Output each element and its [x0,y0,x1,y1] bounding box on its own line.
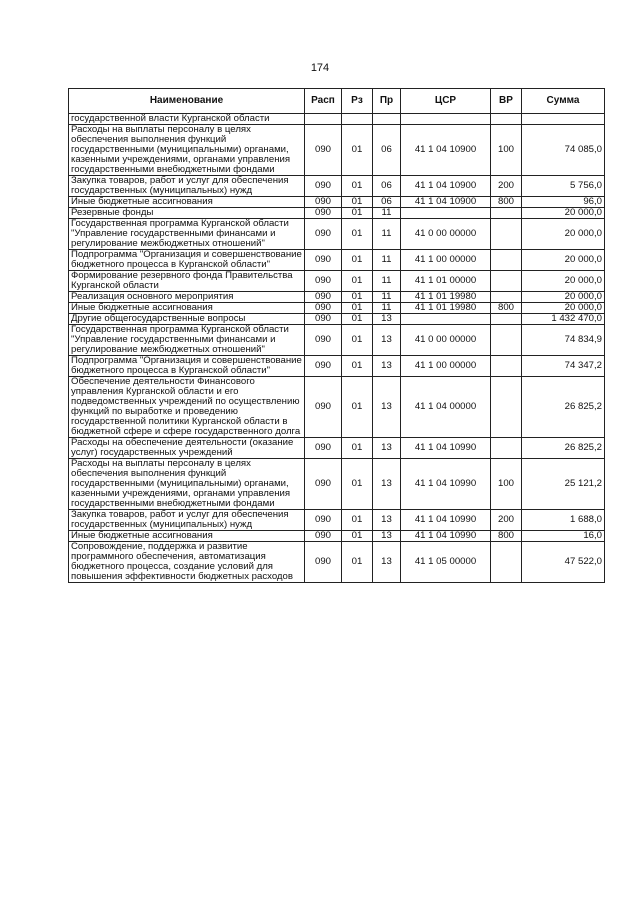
cell-rasp: 090 [305,125,342,176]
table-row [69,197,605,208]
cell-sum: 20 000,0 [522,292,605,303]
cell-name: Подпрограмма "Организация и совершенствование бюджетного процесса в Курганской области" [69,356,305,377]
cell-pr: 11 [373,250,401,271]
table-row [69,531,605,542]
cell-rasp: 090 [305,250,342,271]
cell-csr: 41 1 01 19980 [401,292,491,303]
cell-csr [401,208,491,219]
cell-rz: 01 [342,219,373,250]
header-vr: ВР [491,89,522,114]
cell-rasp: 090 [305,271,342,292]
cell-pr: 11 [373,219,401,250]
cell-rz: 01 [342,125,373,176]
cell-rz: 01 [342,208,373,219]
cell-csr [401,114,491,125]
cell-pr: 06 [373,125,401,176]
cell-sum: 20 000,0 [522,303,605,314]
cell-rz: 01 [342,510,373,531]
header-sum: Сумма [522,89,605,114]
cell-rz: 01 [342,292,373,303]
cell-vr [491,356,522,377]
header-csr: ЦСР [401,89,491,114]
cell-rasp: 090 [305,531,342,542]
cell-rasp: 090 [305,197,342,208]
cell-rasp: 090 [305,292,342,303]
cell-vr: 100 [491,459,522,510]
cell-name: Резервные фонды [69,208,305,219]
cell-vr: 200 [491,176,522,197]
cell-sum: 26 825,2 [522,438,605,459]
cell-csr: 41 1 04 10990 [401,510,491,531]
cell-vr: 800 [491,197,522,208]
cell-sum: 25 121,2 [522,459,605,510]
cell-rasp: 090 [305,542,342,583]
cell-csr: 41 1 04 10990 [401,531,491,542]
cell-pr: 11 [373,208,401,219]
cell-name: Закупка товаров, работ и услуг для обеспечения государственных (муниципальных) нужд [69,176,305,197]
cell-vr [491,542,522,583]
page-number: 174 [310,62,330,74]
table-row [69,438,605,459]
cell-rasp: 090 [305,303,342,314]
cell-name: Подпрограмма "Организация и совершенствование бюджетного процесса в Курганской области" [69,250,305,271]
cell-vr: 800 [491,531,522,542]
cell-csr [401,314,491,325]
cell-vr [491,208,522,219]
cell-rz: 01 [342,438,373,459]
cell-pr: 13 [373,510,401,531]
table-row [69,325,605,356]
cell-sum: 16,0 [522,531,605,542]
cell-rasp: 090 [305,356,342,377]
table-row [69,459,605,510]
cell-rasp [305,114,342,125]
cell-sum: 20 000,0 [522,219,605,250]
cell-rz: 01 [342,325,373,356]
cell-name: Закупка товаров, работ и услуг для обеспечения государственных (муниципальных) нужд [69,510,305,531]
cell-csr: 41 1 04 10990 [401,438,491,459]
cell-pr: 06 [373,176,401,197]
cell-csr: 41 1 04 10900 [401,125,491,176]
cell-name: Реализация основного мероприятия [69,292,305,303]
header-pr: Пр [373,89,401,114]
table-row [69,271,605,292]
cell-pr: 13 [373,325,401,356]
cell-rasp: 090 [305,325,342,356]
cell-rz [342,114,373,125]
cell-pr: 13 [373,459,401,510]
cell-name: Государственная программа Курганской области "Управление государственными финансами и регулирование межбюджетных отношений" [69,325,305,356]
cell-rz: 01 [342,314,373,325]
cell-sum: 20 000,0 [522,250,605,271]
cell-pr: 13 [373,531,401,542]
cell-name: Иные бюджетные ассигнования [69,197,305,208]
cell-rz: 01 [342,271,373,292]
cell-sum: 74 834,9 [522,325,605,356]
budget-table [68,88,605,583]
table-row [69,314,605,325]
cell-csr: 41 0 00 00000 [401,325,491,356]
table-body [69,114,605,583]
cell-csr: 41 1 00 00000 [401,356,491,377]
cell-name: Государственная программа Курганской области "Управление государственными финансами и регулирование межбюджетных отношений" [69,219,305,250]
cell-sum: 1 432 470,0 [522,314,605,325]
table-row [69,377,605,438]
cell-pr: 11 [373,271,401,292]
cell-sum: 1 688,0 [522,510,605,531]
cell-rz: 01 [342,197,373,208]
cell-csr: 41 1 04 10900 [401,176,491,197]
cell-vr [491,250,522,271]
cell-rasp: 090 [305,438,342,459]
cell-vr: 100 [491,125,522,176]
cell-rasp: 090 [305,176,342,197]
cell-name: Сопровождение, поддержка и развитие программного обеспечения, автоматизация бюджетного процесса, создание условий для повышения эффективности бюджетных расходов [69,542,305,583]
cell-vr [491,377,522,438]
cell-sum: 5 756,0 [522,176,605,197]
cell-rasp: 090 [305,459,342,510]
cell-csr: 41 1 00 00000 [401,250,491,271]
cell-vr [491,325,522,356]
table-row [69,125,605,176]
header-name: Наименование [69,89,305,114]
cell-name: государственной власти Курганской области [69,114,305,125]
cell-vr [491,292,522,303]
cell-pr: 06 [373,197,401,208]
cell-pr: 13 [373,314,401,325]
cell-pr: 11 [373,292,401,303]
cell-rasp: 090 [305,219,342,250]
cell-name: Расходы на обеспечение деятельности (оказание услуг) государственных учреждений [69,438,305,459]
table-header-row [69,89,605,114]
table-row [69,303,605,314]
table-row [69,219,605,250]
cell-rz: 01 [342,542,373,583]
cell-rz: 01 [342,303,373,314]
cell-sum [522,114,605,125]
cell-csr: 41 1 04 10990 [401,459,491,510]
cell-vr: 800 [491,303,522,314]
cell-name: Расходы на выплаты персоналу в целях обеспечения выполнения функций государственными (муниципальными) органами, казенными учреждениями, органами управления государственными внебюджетными фондами [69,459,305,510]
cell-vr [491,271,522,292]
cell-vr [491,114,522,125]
cell-rasp: 090 [305,377,342,438]
cell-name: Обеспечение деятельности Финансового управления Курганской области и его подведомственных учреждений по осуществлению функций по выработке и проведению государственной политики Курганской области в бюджетной сфере и сфере государственного долга [69,377,305,438]
cell-csr: 41 1 01 00000 [401,271,491,292]
cell-name: Иные бюджетные ассигнования [69,531,305,542]
cell-rz: 01 [342,377,373,438]
cell-pr: 13 [373,356,401,377]
cell-pr [373,114,401,125]
table-row [69,176,605,197]
header-rasp: Расп [305,89,342,114]
cell-sum: 47 522,0 [522,542,605,583]
cell-vr [491,219,522,250]
cell-rasp: 090 [305,208,342,219]
cell-sum: 26 825,2 [522,377,605,438]
cell-vr [491,438,522,459]
cell-sum: 96,0 [522,197,605,208]
cell-csr: 41 0 00 00000 [401,219,491,250]
cell-rz: 01 [342,356,373,377]
header-rz: Рз [342,89,373,114]
cell-sum: 20 000,0 [522,271,605,292]
cell-pr: 11 [373,303,401,314]
cell-rz: 01 [342,176,373,197]
table-row [69,510,605,531]
cell-sum: 74 347,2 [522,356,605,377]
cell-rz: 01 [342,250,373,271]
cell-csr: 41 1 05 00000 [401,542,491,583]
cell-csr: 41 1 04 00000 [401,377,491,438]
cell-rasp: 090 [305,314,342,325]
cell-name: Формирование резервного фонда Правительства Курганской области [69,271,305,292]
table-row [69,250,605,271]
cell-pr: 13 [373,377,401,438]
cell-name: Другие общегосударственные вопросы [69,314,305,325]
table-row [69,292,605,303]
cell-rz: 01 [342,531,373,542]
cell-vr [491,314,522,325]
cell-sum: 74 085,0 [522,125,605,176]
table-row [69,356,605,377]
cell-vr: 200 [491,510,522,531]
cell-csr: 41 1 04 10900 [401,197,491,208]
cell-rz: 01 [342,459,373,510]
cell-rasp: 090 [305,510,342,531]
cell-name: Расходы на выплаты персоналу в целях обеспечения выполнения функций государственными (муниципальными) органами, казенными учреждениями, органами управления государственными внебюджетными фондами [69,125,305,176]
table-row [69,208,605,219]
cell-csr: 41 1 01 19980 [401,303,491,314]
cell-name: Иные бюджетные ассигнования [69,303,305,314]
table-row [69,542,605,583]
cell-pr: 13 [373,542,401,583]
cell-sum: 20 000,0 [522,208,605,219]
table-row [69,114,605,125]
cell-pr: 13 [373,438,401,459]
